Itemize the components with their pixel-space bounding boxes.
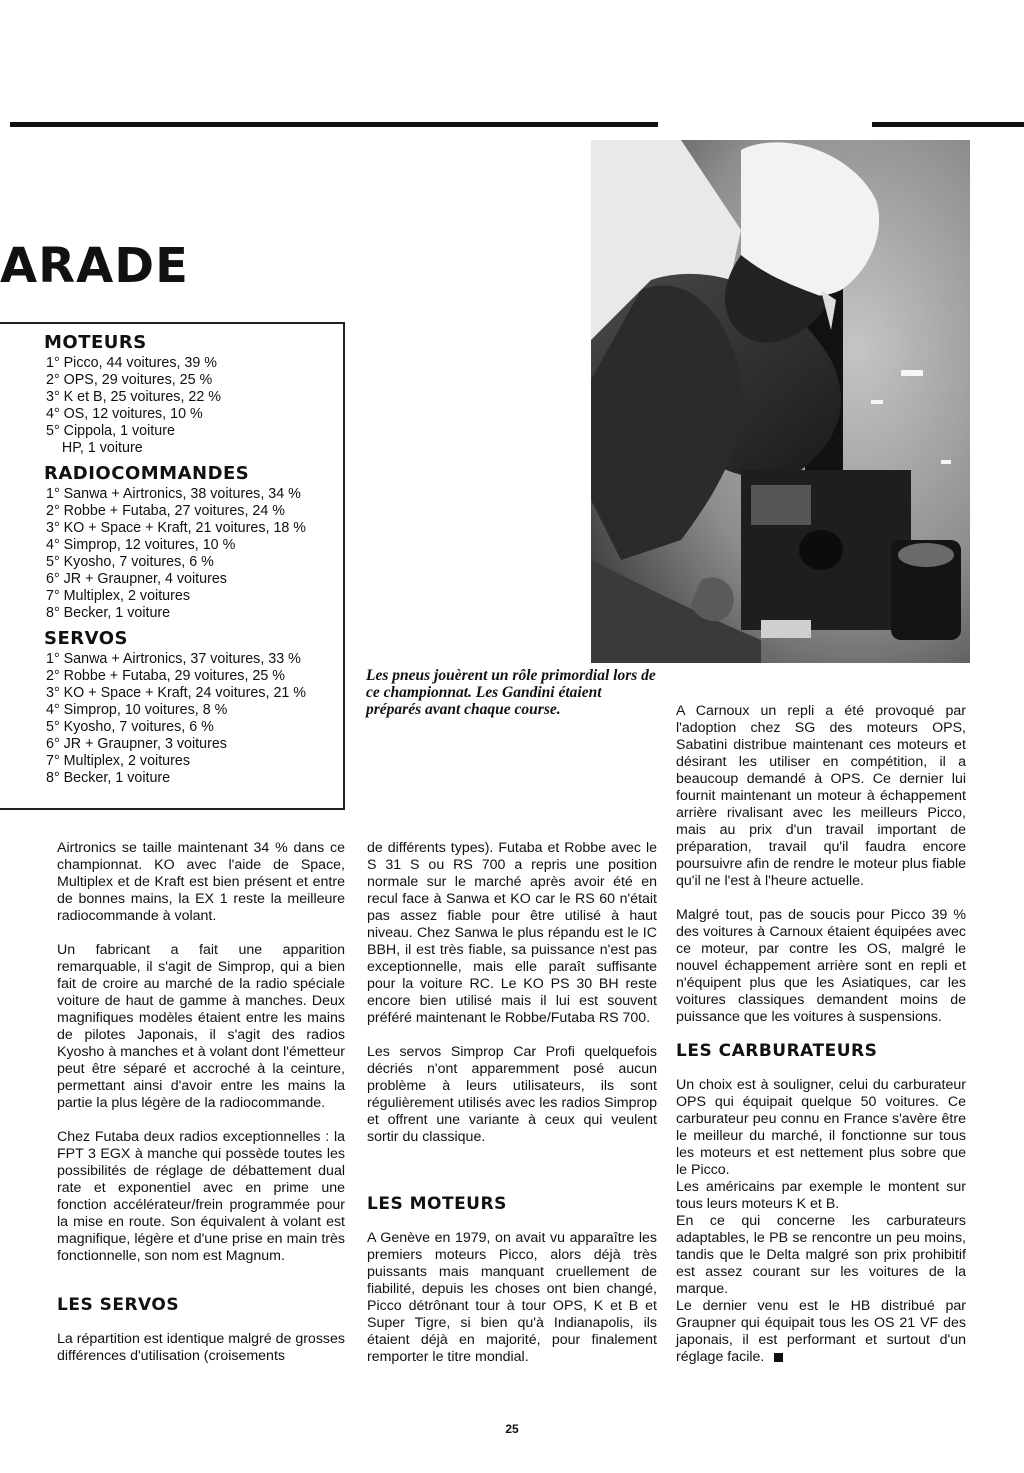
list-item: 1° Sanwa + Airtronics, 37 voitures, 33 % [46, 651, 301, 667]
paragraph: Un choix est à souligner, celui du carburateur OPS qui équipait quelque 50 voitures. Ce carburateur peu connu en France s'avère être le meilleur du marché, il fonctionne sur tous les moteurs et est nettement plus sobre que le Picco. [676, 1077, 966, 1178]
list-item: 8° Becker, 1 voiture [46, 605, 171, 621]
servos-heading: SERVOS [44, 628, 128, 649]
top-rule-left [10, 122, 658, 127]
list-item: 3° KO + Space + Kraft, 21 voitures, 18 % [46, 520, 307, 536]
servos-list [46, 651, 343, 787]
paragraph-last [676, 1298, 966, 1366]
end-of-article-mark [774, 1353, 783, 1362]
paragraph: de différents types). Futaba et Robbe avec le S 31 S ou RS 700 a repris une position normale sur le marché après avoir été en recul face à Sanwa et KO car le RS 60 n'était pas assez fiable pour être utilisé à haut niveau. Chez Sanwa le plus répandu est le IC BBH, il est très fiable, sa puissance n'est pas exceptionnelle, mais elle paraît suffisante pour la voiture RC. Le KO PS 30 BH reste encore bien utilisé mais il lui est souvent préféré maintenant le Robbe/Futaba RS 700. [367, 840, 657, 1026]
list-item: 3° KO + Space + Kraft, 24 voitures, 21 % [46, 685, 307, 701]
list-item: 4° Simprop, 12 voitures, 10 % [46, 537, 236, 553]
moteurs-heading: MOTEURS [44, 332, 147, 353]
list-item: 7° Multiplex, 2 voitures [46, 753, 190, 769]
section-heading-carburateurs: LES CARBURATEURS [676, 1041, 878, 1061]
list-item: 4° Simprop, 10 voitures, 8 % [46, 702, 228, 718]
list-item: 4° OS, 12 voitures, 10 % [46, 406, 203, 422]
section-heading-moteurs: LES MOTEURS [367, 1194, 507, 1214]
paragraph: A Carnoux un repli a été provoqué par l'adoption chez SG des moteurs OPS, Sabatini distribue maintenant ces moteurs et désirant les utiliser en compétition, il a beaucoup demandé à OPS. Ce dernier lui fournit maintenant un moteur à échappement arrière rivalisant avec les meilleurs Picco, mais au prix d'un travail important de préparation, travail qu'il faudra encore poursuivre afin de rendre le moteur plus fiable qu'il ne l'est à l'heure actuelle. [676, 703, 966, 889]
paragraph: La répartition est identique malgré de grosses différences d'utilisation (croisements [57, 1331, 345, 1364]
radio-heading: RADIOCOMMANDES [44, 463, 250, 484]
list-item: 2° OPS, 29 voitures, 25 % [46, 372, 213, 388]
paragraph: A Genève en 1979, on avait vu apparaître les premiers moteurs Picco, alors déjà très puissants mais manquant cruellement de fiabilité, depuis les choses ont bien changé, Picco détrônant tour à tour OPS, K et B et Super Tigre, si bien qu'à Indianapolis, ils étaient déjà en majorité, pour finalement remporter le titre mondial. [367, 1230, 657, 1365]
paragraph: Les servos Simprop Car Profi quelquefois décriés n'ont apparemment posé aucun problème à leurs utilisateurs, ils sont régulièrement utilisés avec les radios Simprop et offrent une variante à ceux qui veulent sortir du classique. [367, 1044, 657, 1145]
article-column-3 [676, 703, 966, 1366]
list-item: 6° JR + Graupner, 4 voitures [46, 571, 227, 587]
list-item: 2° Robbe + Futaba, 27 voitures, 24 % [46, 503, 285, 519]
list-item: HP, 1 voiture [46, 440, 143, 456]
photo-caption: Les pneus jouèrent un rôle primordial lors de ce championnat. Les Gandini étaient préparés avant chaque course. [366, 667, 656, 718]
article-column-2 [367, 840, 657, 1383]
list-item: 1° Sanwa + Airtronics, 38 voitures, 34 % [46, 486, 301, 502]
list-item: 6° JR + Graupner, 3 voitures [46, 736, 227, 752]
page-number: 25 [505, 1422, 519, 1436]
paragraph-text: Le dernier venu est le HB distribué par Graupner qui équipait tous les OS 21 VF des japonais, il est performant et surtout d'un réglage facile. [676, 1298, 966, 1365]
paragraph: Chez Futaba deux radios exceptionnelles : la FPT 3 EGX à manche qui possède toutes les possibilités de réglage de débattement dual rate et exponentiel avec en prime une fonction accélérateur/frein programmée pour la mise en route. Son équivalent à volant est magnifique, légère et d'une prise en main très fonctionnelle, son nom est Magnum. [57, 1129, 345, 1264]
paragraph: Airtronics se taille maintenant 34 % dans ce championnat. KO avec l'aide de Space, Multiplex et de Kraft est bien présent et entre de bonnes mains, la EX 1 reste la meilleure radiocommande à volant. [57, 840, 345, 924]
list-item: 5° Kyosho, 7 voitures, 6 % [46, 719, 214, 735]
top-rule-right [872, 122, 1024, 127]
list-item: 2° Robbe + Futaba, 29 voitures, 25 % [46, 668, 285, 684]
list-item: 5° Kyosho, 7 voitures, 6 % [46, 554, 214, 570]
paragraph: En ce qui concerne les carburateurs adaptables, le PB se rencontre un peu moins, tandis que le Delta malgré son prix prohibitif est assez courant sur les voitures de la marque. [676, 1213, 966, 1297]
moteurs-list [46, 355, 343, 457]
paragraph: Malgré tout, pas de soucis pour Picco 39 % des voitures à Carnoux étaient équipées avec ce moteur, par contre les OS, malgré le nouvel échappement arrière sont en repli et n'équipent plus que les Asiatiques, car les voitures classiques demandent moins de puissance que les voitures à suspensions. [676, 907, 966, 1025]
headline: ARADE [0, 238, 189, 294]
list-item: 5° Cippola, 1 voiture [46, 423, 175, 439]
stats-box [0, 322, 345, 810]
article-column-1 [57, 840, 345, 1382]
paragraph: Les américains par exemple le montent sur tous leurs moteurs K et B. [676, 1179, 966, 1212]
list-item: 7° Multiplex, 2 voitures [46, 588, 190, 604]
paragraph: Un fabricant a fait une apparition remarquable, il s'agit de Simprop, qui a bien fait de croire au marché de la radio spéciale voiture de haut de gamme à manches. Deux magnifiques modèles étaient entre les mains de pilotes Japonais, il s'agit des radios Kyosho à manches et à volant dont l'émetteur peut être séparé et accroché à la ceinture, permettant ainsi d'avoir entre les mains la partie la plus légère de la radiocommande. [57, 942, 345, 1111]
radio-list [46, 486, 343, 622]
list-item: 1° Picco, 44 voitures, 39 % [46, 355, 218, 371]
list-item: 3° K et B, 25 voitures, 22 % [46, 389, 221, 405]
mechanic-photo [591, 140, 970, 663]
list-item: 8° Becker, 1 voiture [46, 770, 171, 786]
section-heading-servos: LES SERVOS [57, 1295, 180, 1315]
